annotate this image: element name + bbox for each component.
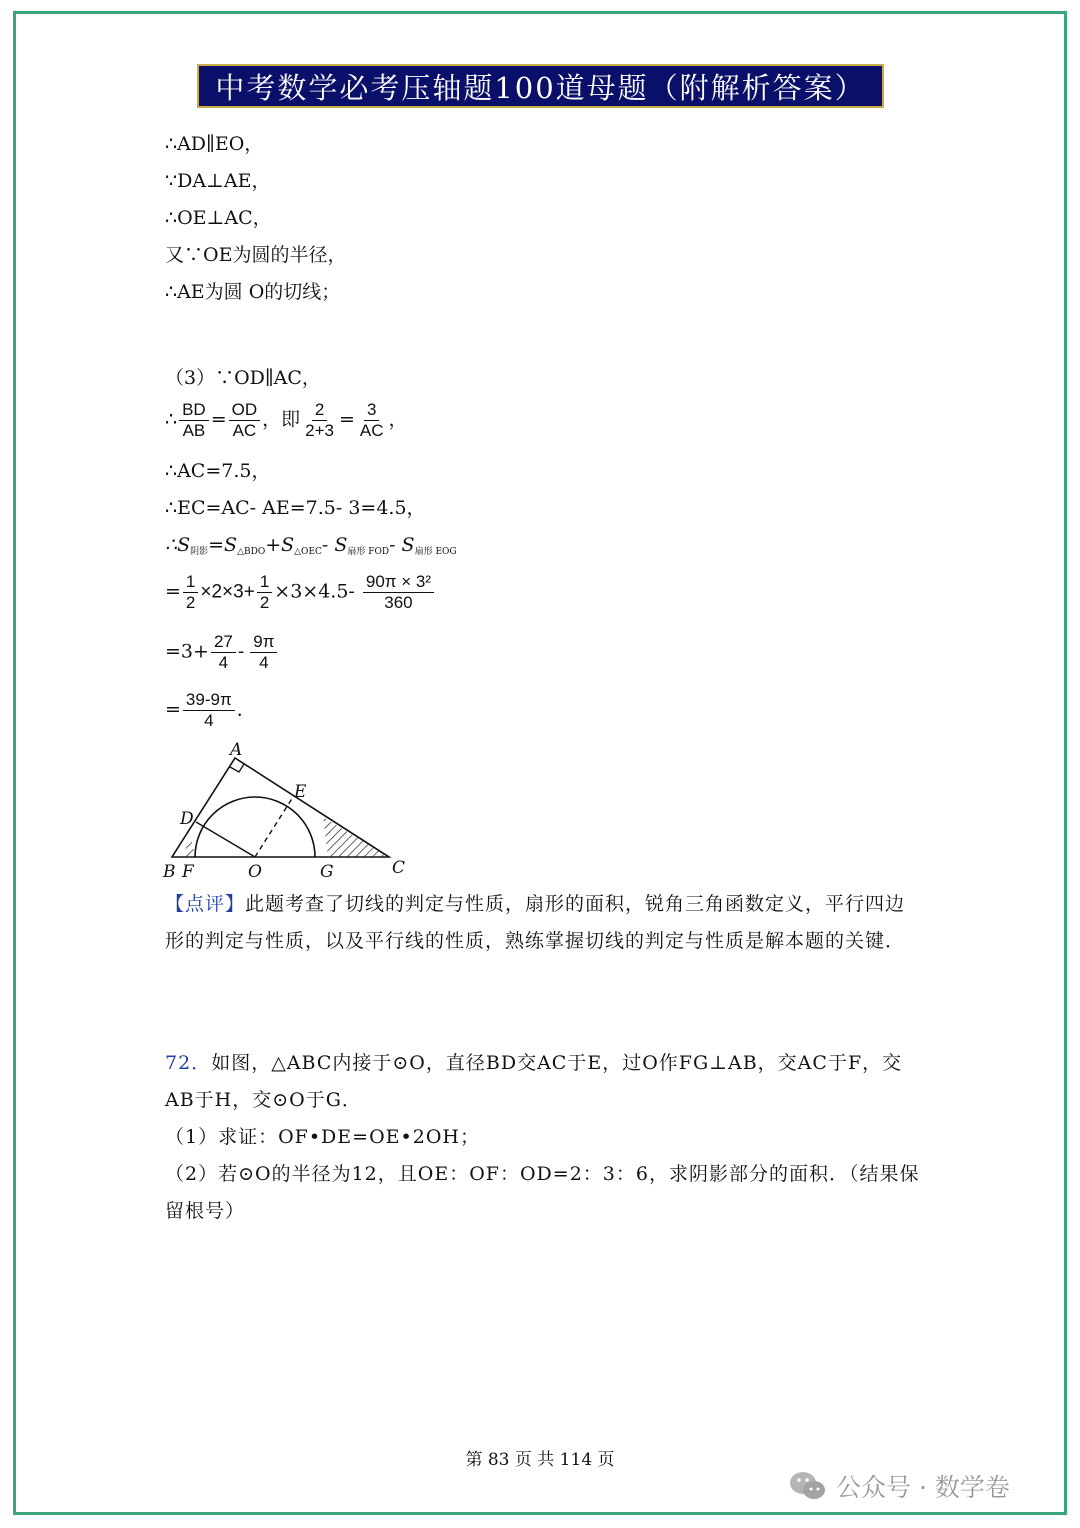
fraction-numerator: 9π bbox=[250, 632, 277, 653]
calc-term: =3+ bbox=[165, 640, 209, 663]
question-72-stem bbox=[165, 1045, 920, 1119]
equals-sign: = bbox=[210, 408, 227, 431]
calc-step-2 bbox=[165, 632, 279, 673]
fraction-denominator: 4 bbox=[259, 653, 269, 672]
fraction-denominator: 2+3 bbox=[305, 421, 334, 440]
proof-line-3: ∴OE⊥AC， bbox=[165, 207, 272, 229]
area-subscript: 阴影 bbox=[190, 547, 209, 557]
fraction-half bbox=[183, 572, 198, 613]
ratio-prefix: ∴ bbox=[165, 408, 178, 431]
calc-step-3 bbox=[165, 690, 256, 731]
fraction-od-ac bbox=[229, 400, 261, 441]
calc-term: - bbox=[237, 640, 245, 663]
fraction-numerator: 1 bbox=[257, 572, 272, 593]
fraction-result bbox=[183, 690, 235, 731]
question-text: 如图，△ABC内接于⊙O，直径BD交AC于E，过O作FG⊥AB，交AC于F，交AB于H，交⊙O于G． bbox=[165, 1052, 903, 1111]
fraction-denominator: 2 bbox=[259, 593, 270, 612]
semicircle bbox=[195, 797, 315, 857]
ratio-connector: ，即 bbox=[262, 408, 301, 431]
label-f: F bbox=[182, 862, 194, 882]
fraction-sector bbox=[363, 572, 434, 613]
equals-sign: = bbox=[339, 408, 355, 431]
shaded-region-left bbox=[182, 837, 195, 857]
fraction-numerator: 1 bbox=[183, 572, 198, 593]
area-subscript: 扇形 FOD bbox=[347, 547, 390, 557]
fraction-denominator: 2 bbox=[185, 593, 196, 612]
proof-line-1: ∴AD∥EO， bbox=[165, 133, 264, 155]
fraction-numerator: 90π × 3² bbox=[363, 572, 434, 593]
fraction-9pi-4 bbox=[250, 632, 277, 673]
fraction-numerator: 3 bbox=[364, 400, 379, 421]
fraction-numerator: 27 bbox=[211, 632, 236, 653]
segment-do bbox=[196, 822, 255, 857]
fraction-27-4 bbox=[211, 632, 236, 673]
question-number: 72． bbox=[165, 1052, 212, 1074]
fraction-numerator: BD bbox=[179, 400, 209, 421]
fraction-2-over-5 bbox=[302, 400, 337, 441]
area-subscript: △BDO bbox=[237, 547, 266, 557]
period: ． bbox=[236, 698, 256, 721]
proof-line-5: ∴AE为圆 O的切线； bbox=[165, 281, 341, 303]
proof-line-2: ∵DA⊥AE， bbox=[165, 170, 271, 192]
label-d: D bbox=[180, 809, 194, 829]
part3-heading: （3）∵OD∥AC， bbox=[165, 367, 321, 389]
area-term: +S bbox=[265, 534, 295, 556]
wechat-icon bbox=[788, 1469, 828, 1503]
question-72-part1: （1）求证：OF•DE=OE•2OH； bbox=[165, 1126, 480, 1148]
area-formula bbox=[165, 532, 457, 565]
calc-term: ×3×4.5- bbox=[274, 580, 355, 603]
label-c: C bbox=[392, 858, 406, 878]
comment-paragraph bbox=[165, 886, 920, 960]
area-subscript: 扇形 EOG bbox=[414, 547, 457, 557]
fraction-half bbox=[257, 572, 272, 613]
calc-step-1 bbox=[165, 572, 436, 613]
label-b: B bbox=[163, 862, 176, 882]
proof-line-4: 又∵OE为圆的半径， bbox=[165, 244, 347, 266]
fraction-numerator: 2 bbox=[312, 400, 327, 421]
question-72-part2: （2）若⊙O的半径为12，且OE：OF：OD=2：3：6，求阴影部分的面积．（结果保留根号） bbox=[165, 1163, 920, 1222]
page-footer: 第 83 页 共 114 页 bbox=[465, 1450, 615, 1470]
label-e: E bbox=[294, 782, 307, 802]
comment-text: 此题考查了切线的判定与性质，扇形的面积，锐角三角函数定义，平行四边形的判定与性质，以及平行线的性质，熟练掌握切线的判定与性质是解本题的关键． bbox=[165, 893, 906, 952]
fraction-denominator: 360 bbox=[384, 593, 413, 612]
area-term: - S bbox=[321, 534, 348, 556]
right-angle-mark bbox=[230, 764, 244, 772]
ac-result: ∴AC=7.5， bbox=[165, 460, 271, 482]
fraction-denominator: AC bbox=[359, 421, 384, 440]
equals-sign: = bbox=[165, 580, 181, 603]
comment-tag: 【点评】 bbox=[165, 893, 246, 915]
calc-term: ×2×3+ bbox=[200, 581, 255, 603]
ec-result: ∴EC=AC- AE=7.5- 3=4.5， bbox=[165, 497, 426, 519]
equals-sign: = bbox=[165, 698, 181, 721]
area-term: =S bbox=[208, 534, 238, 556]
label-g: G bbox=[320, 862, 334, 882]
watermark-text: 公众号 · 数学卷 bbox=[836, 1473, 1010, 1502]
fraction-denominator: 4 bbox=[218, 653, 229, 672]
ratio-end: ， bbox=[388, 408, 408, 431]
fraction-3-over-ac bbox=[357, 400, 387, 441]
fraction-denominator: AB bbox=[182, 421, 206, 440]
fraction-denominator: 4 bbox=[204, 711, 214, 730]
watermark bbox=[788, 1468, 1010, 1504]
geometry-figure bbox=[160, 738, 420, 883]
area-term: - S bbox=[389, 534, 415, 556]
fraction-denominator: AC bbox=[232, 421, 257, 440]
area-subscript: △OEC bbox=[294, 547, 322, 557]
page-title: 中考数学必考压轴题100道母题（附解析答案） bbox=[197, 64, 884, 108]
fraction-bd-ab bbox=[179, 400, 209, 441]
fraction-numerator: 39-9π bbox=[183, 690, 235, 711]
label-a: A bbox=[230, 740, 243, 760]
area-term: ∴S bbox=[165, 534, 191, 556]
label-o: O bbox=[248, 862, 262, 882]
ratio-line bbox=[165, 400, 408, 441]
fraction-numerator: OD bbox=[229, 400, 261, 421]
